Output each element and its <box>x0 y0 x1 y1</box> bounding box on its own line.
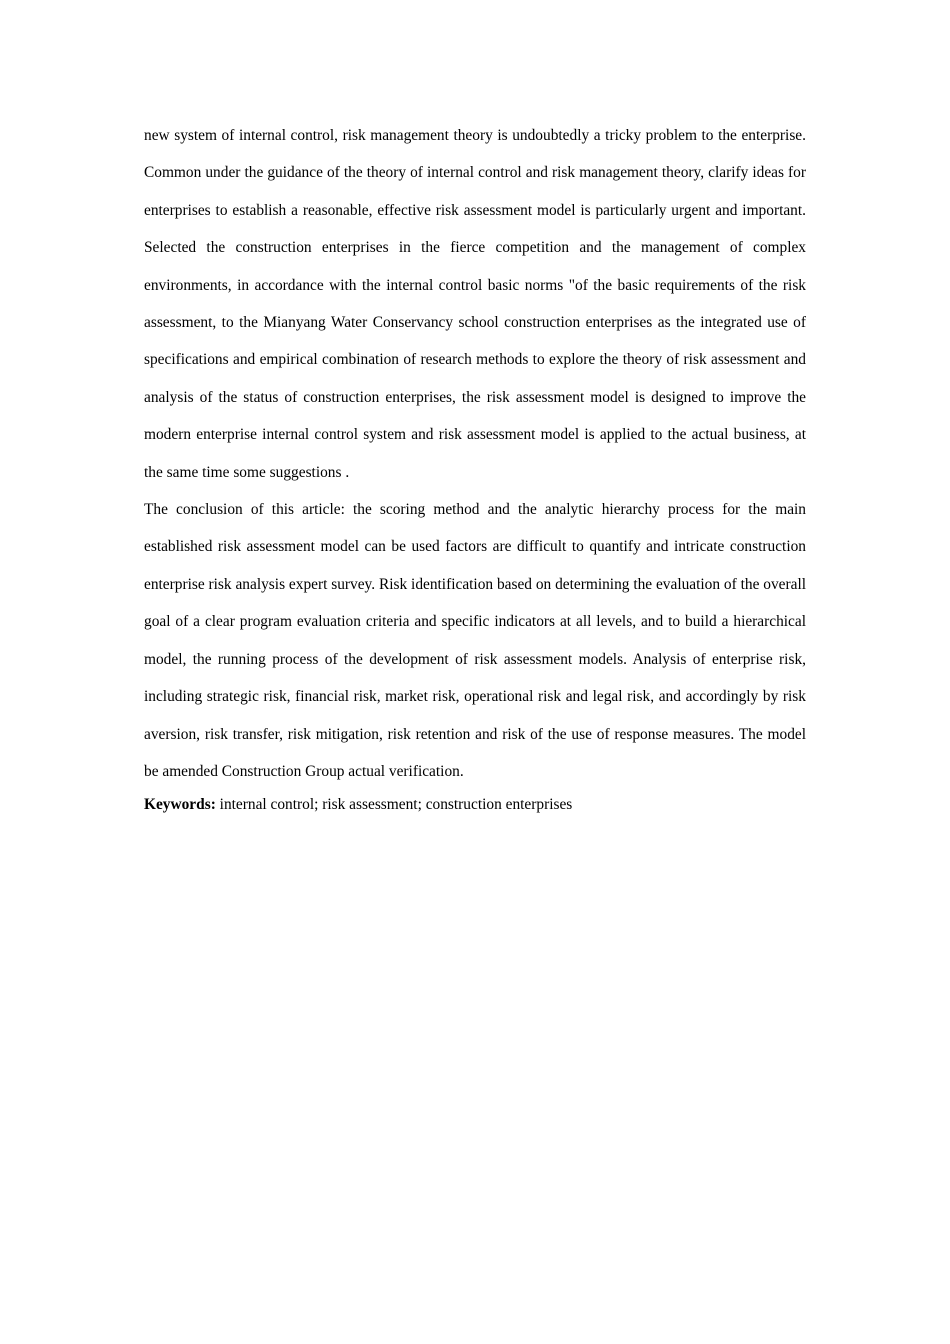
abstract-paragraph-1: new system of internal control, risk management theory is undoubtedly a tricky problem to the enterprise. Common under the guidance of the theory of internal control and risk management theory, clarify ideas for enterprises to establish a reasonable, effective risk assessment model is particularly urgent and important. Selected the construction enterprises in the fierce competition and the management of complex environments, in accordance with the internal control basic norms "of the basic requirements of the risk assessment, to the Mianyang Water Conservancy school construction enterprises as the integrated use of specifications and empirical combination of research methods to explore the theory of risk assessment and analysis of the status of construction enterprises, the risk assessment model is designed to improve the modern enterprise internal control system and risk assessment model is applied to the actual business, at the same time some suggestions . <box>144 127 806 481</box>
abstract-body <box>144 117 806 820</box>
abstract-paragraph-2: The conclusion of this article: the scoring method and the analytic hierarchy process for the main established risk assessment model can be used factors are difficult to quantify and intricate construction enterprise risk analysis expert survey. Risk identification based on determining the evaluation of the overall goal of a clear program evaluation criteria and specific indicators at all levels, and to build a hierarchical model, the running process of the development of risk assessment models. Analysis of enterprise risk, including strategic risk, financial risk, market risk, operational risk and legal risk, and accordingly by risk aversion, risk transfer, risk mitigation, risk retention and risk of the use of response measures. The model be amended Construction Group actual verification. <box>144 501 806 780</box>
keywords-line <box>144 790 806 820</box>
keywords-text: internal control; risk assessment; construction enterprises <box>215 796 573 814</box>
keywords-label: Keywords: <box>144 796 216 814</box>
